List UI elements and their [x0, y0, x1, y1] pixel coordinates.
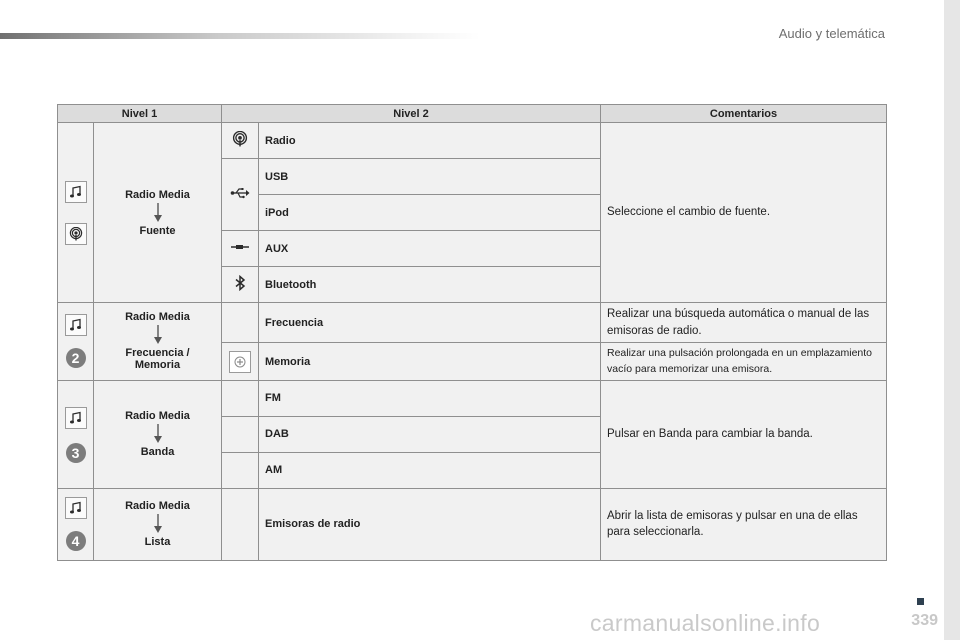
comment-cell: Abrir la lista de emisoras y pulsar en una de ellas para seleccionarla. — [601, 488, 887, 560]
level1-icons-cell — [58, 380, 94, 488]
music-note-icon[interactable] — [65, 181, 87, 203]
music-note-icon[interactable] — [65, 407, 87, 429]
menu-table — [57, 104, 887, 561]
option-usb[interactable]: USB — [259, 159, 601, 195]
level1-label: Radio Media — [125, 188, 190, 201]
option-frecuencia[interactable]: Frecuencia — [259, 303, 601, 343]
option-fm[interactable]: FM — [259, 380, 601, 416]
watermark: carmanualsonline.info — [590, 610, 821, 636]
page-edge-strip — [944, 0, 960, 640]
level1-label: Radio Media — [125, 311, 190, 324]
header-level-2: Nivel 2 — [222, 105, 601, 123]
option-icon-cell — [222, 231, 259, 267]
comment-cell: Realizar una búsqueda automática o manual de las emisoras de radio. — [601, 303, 887, 343]
level1-band-cell — [94, 380, 222, 488]
arrow-down-icon — [153, 424, 163, 444]
header-level-1: Nivel 1 — [58, 105, 222, 123]
section-title: Audio y telemática — [778, 26, 885, 41]
option-icon-cell — [222, 380, 259, 416]
step-number-badge: 4 — [66, 531, 86, 551]
step-number-badge: 2 — [66, 348, 86, 368]
radio-broadcast-icon — [232, 131, 248, 147]
memory-plus-icon[interactable] — [229, 351, 251, 373]
option-icon-cell — [222, 159, 259, 231]
option-radio[interactable]: Radio — [259, 123, 601, 159]
table-row — [58, 488, 887, 560]
page-marker — [917, 598, 924, 605]
arrow-down-icon — [153, 514, 163, 534]
table-row — [58, 380, 887, 416]
level1-list-cell — [94, 488, 222, 560]
option-icon-cell — [222, 303, 259, 343]
level1-sublabel: Fuente — [139, 224, 176, 237]
table-row — [58, 303, 887, 343]
level1-label: Radio Media — [125, 410, 190, 423]
option-am[interactable]: AM — [259, 452, 601, 488]
music-note-icon[interactable] — [65, 497, 87, 519]
option-icon-cell — [222, 343, 259, 380]
level1-label: Radio Media — [125, 500, 190, 513]
option-ipod[interactable]: iPod — [259, 195, 601, 231]
option-icon-cell — [222, 488, 259, 560]
bluetooth-icon — [234, 275, 246, 291]
option-bluetooth[interactable]: Bluetooth — [259, 267, 601, 303]
option-emisoras[interactable]: Emisoras de radio — [259, 488, 601, 560]
option-aux[interactable]: AUX — [259, 231, 601, 267]
option-icon-cell — [222, 123, 259, 159]
option-icon-cell — [222, 267, 259, 303]
radio-broadcast-icon[interactable] — [65, 223, 87, 245]
option-dab[interactable]: DAB — [259, 416, 601, 452]
step-number-badge: 3 — [66, 443, 86, 463]
comment-cell: Pulsar en Banda para cambiar la banda. — [601, 380, 887, 488]
level1-icons-cell — [58, 303, 94, 381]
option-memoria[interactable]: Memoria — [259, 343, 601, 380]
option-icon-cell — [222, 452, 259, 488]
option-icon-cell — [222, 416, 259, 452]
level1-icons-cell — [58, 123, 94, 303]
level1-sublabel: Banda — [140, 446, 175, 459]
level1-icons-cell — [58, 488, 94, 560]
arrow-down-icon — [153, 203, 163, 223]
comment-cell: Seleccione el cambio de fuente. — [601, 123, 887, 303]
level1-sublabel: Lista — [144, 536, 171, 549]
usb-icon — [230, 187, 250, 199]
header-comments: Comentarios — [601, 105, 887, 123]
level1-sublabel: Frecuencia / Memoria — [125, 347, 190, 372]
arrow-down-icon — [153, 325, 163, 345]
header-gradient-bar — [0, 33, 480, 39]
aux-jack-icon — [230, 242, 250, 252]
page-number: 339 — [911, 612, 938, 629]
table-row — [58, 123, 887, 159]
level1-source-cell — [94, 123, 222, 303]
table-header-row — [58, 105, 887, 123]
music-note-icon[interactable] — [65, 314, 87, 336]
comment-cell: Realizar una pulsación prolongada en un emplazamiento vacío para memorizar una emisora. — [601, 343, 887, 380]
level1-frequency-cell — [94, 303, 222, 381]
